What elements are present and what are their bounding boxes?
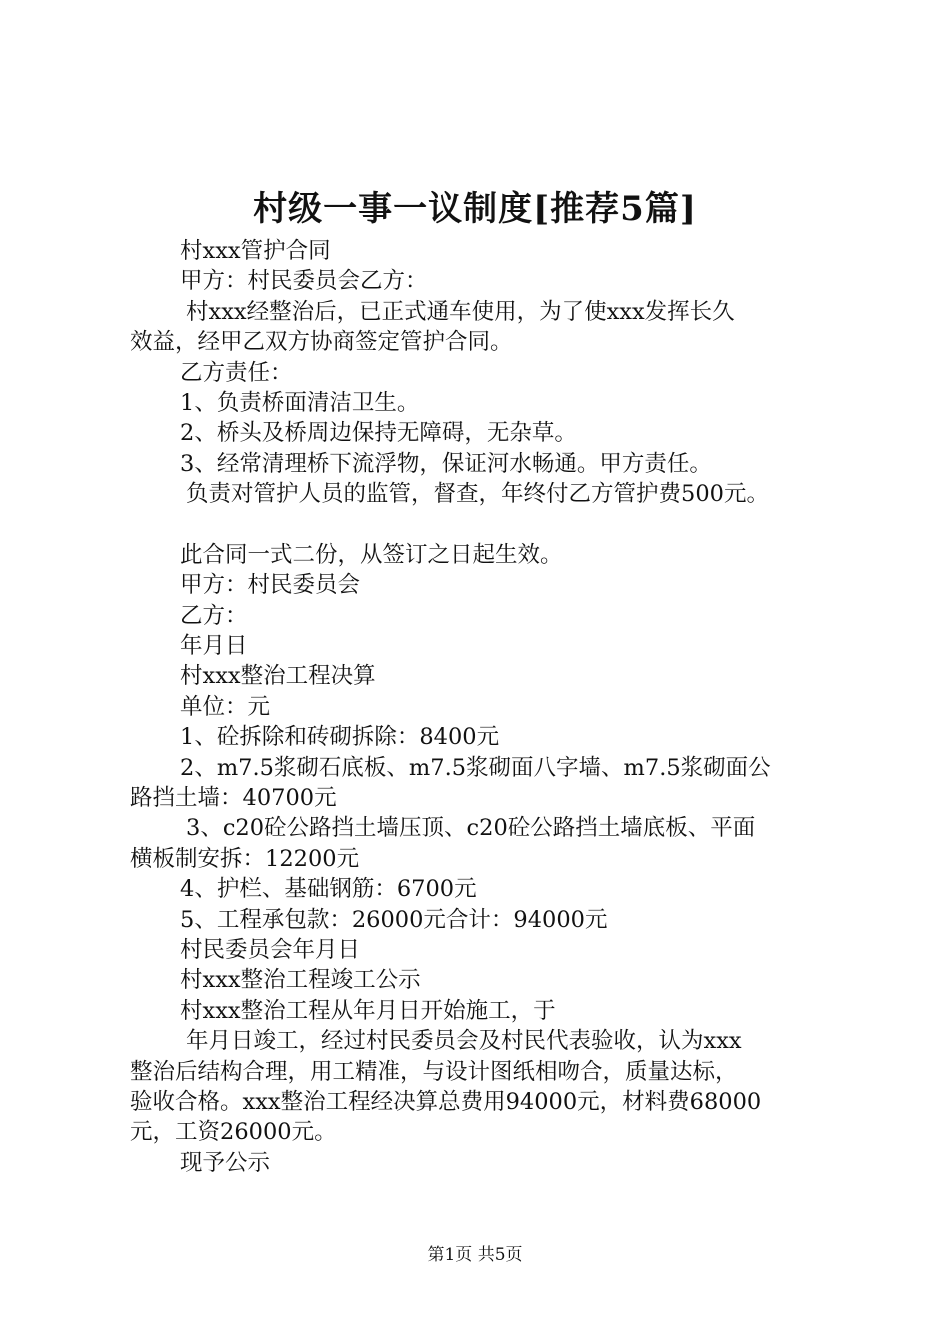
text-line: 1、负责桥面清洁卫生。 [180, 389, 420, 416]
text-line: 元，工资26000元。 [130, 1119, 337, 1146]
document-body [130, 236, 850, 1178]
text-line: 单位：元 [180, 693, 271, 720]
page-footer: 第1页 共5页 [427, 1245, 523, 1265]
text-line: 1、砼拆除和砖砌拆除：8400元 [180, 724, 500, 751]
text-line: 年月日竣工，经过村民委员会及村民代表验收，认为xxx [186, 1028, 742, 1055]
text-line: 甲方：村民委员会 [180, 572, 361, 599]
text-line: 4、护栏、基础钢筋：6700元 [180, 876, 477, 903]
text-line: 负责对管护人员的监管，督查，年终付乙方管护费500元。 [186, 481, 769, 508]
text-line: 甲方：村民委员会乙方： [180, 268, 428, 295]
text-line: 效益，经甲乙双方协商签定管护合同。 [130, 329, 513, 356]
text-line: 现予公示 [180, 1149, 271, 1176]
text-line: 3、c20砼公路挡土墙压顶、c20砼公路挡土墙底板、平面 [186, 815, 756, 842]
text-line: 乙方责任： [180, 359, 293, 386]
text-line: 村xxx整治工程从年月日开始施工，于 [180, 997, 556, 1024]
text-line: 此合同一式二份，从签订之日起生效。 [180, 541, 563, 568]
text-line: 横板制安拆：12200元 [130, 845, 360, 872]
text-line: 村xxx管护合同 [180, 238, 331, 264]
text-line: 2、桥头及桥周边保持无障碍，无杂草。 [180, 420, 577, 447]
text-line: 路挡土墙：40700元 [130, 785, 337, 812]
text-line: 年月日 [180, 633, 248, 660]
document-title: 村级一事一议制度[推荐5篇] [253, 189, 697, 229]
text-line: 验收合格。xxx整治工程经决算总费用94000元，材料费68000 [130, 1088, 762, 1115]
text-line: 村xxx整治工程决算 [180, 663, 376, 690]
blank-line [130, 510, 850, 540]
text-line: 村xxx整治工程竣工公示 [180, 967, 421, 994]
text-line: 3、经常清理桥下流浮物，保证河水畅通。甲方责任。 [180, 450, 712, 477]
text-line: 2、m7.5浆砌石底板、m7.5浆砌面八字墙、m7.5浆砌面公 [180, 754, 771, 781]
text-line: 整治后结构合理，用工精准，与设计图纸相吻合，质量达标， [130, 1058, 738, 1085]
text-line: 村xxx经整治后，已正式通车使用，为了使xxx发挥长久 [186, 298, 735, 325]
text-line: 乙方： [180, 602, 248, 629]
text-line: 村民委员会年月日 [180, 936, 361, 963]
text-line: 5、工程承包款：26000元合计：94000元 [180, 906, 608, 933]
